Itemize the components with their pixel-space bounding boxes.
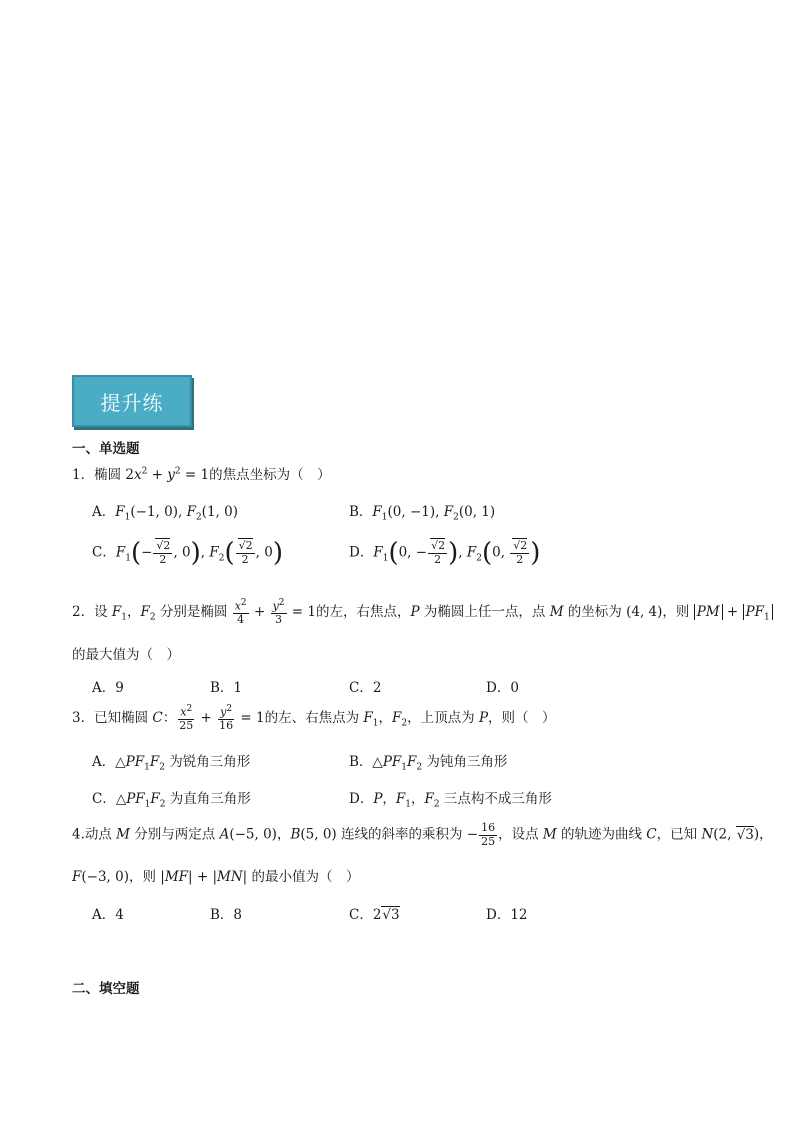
question-1-option-d[interactable]: D．$F_1(0$, − $\frac{√2}{2}$ ), $F_2(0$, $\frac{√2}{2}$ )	[349, 538, 541, 569]
question-3-option-c[interactable]: C．$\triangle PF_1F_2$ 为直角三角形	[92, 791, 251, 810]
question-1-option-c[interactable]: C．$F_1(-$ $\frac{√2}{2}$ , 0), $F_2$( $\frac{√2}{2}$ , 0)	[92, 538, 283, 569]
question-1-option-b[interactable]: B．$F_1(0$, −1), $F_2(0$, 1)	[349, 504, 496, 523]
section-title-single-choice: 一、单选题	[72, 441, 140, 457]
question-4: 4.动点 M 分别与两定点 A(−5, 0)，B(5, 0) 连线的斜率的乘积为 − $\frac{16}{25}$ ，设点 M 的轨迹为曲线 C，已知 N(2, √3)，	[72, 821, 773, 848]
question-4-option-b[interactable]: B．8	[210, 907, 243, 923]
question-1-option-a[interactable]: A．$F_1(-1$, 0), $F_2(1$, 0)	[92, 504, 238, 523]
section-title-fill-in: 二、填空题	[72, 981, 140, 997]
question-1: 1．椭圆 $2x^2 + y^2 = 1$的焦点坐标为（ ）	[72, 466, 331, 483]
question-4-option-c[interactable]: C．2√3	[349, 907, 400, 923]
question-3-option-d[interactable]: D．P，$F_1$，$F_2$ 三点构不成三角形	[349, 791, 552, 810]
question-2-option-a[interactable]: A．9	[92, 680, 124, 696]
question-2-line2: 的最大值为（ ）	[72, 647, 180, 663]
section-banner: 提升练	[72, 375, 192, 427]
question-2-option-b[interactable]: B．1	[210, 680, 243, 696]
question-3: 3．已知椭圆 C： $\frac{x^2}{25}$ + $\frac{y^2}{16}$ = 1的左、右焦点为 $F_1$，$F_2$，上顶点为 P，则（ ）	[72, 704, 556, 733]
question-2: 2．设 $F_1$，$F_2$ 分别是椭圆 $\frac{x^2}{4}$ + $\frac{y^2}{3}$ = 1的左，右焦点，P 为椭圆上任一点，点 M 的坐标为 (4, 4)，则 PM + $PF_1$	[72, 598, 773, 627]
question-2-option-c[interactable]: C．2	[349, 680, 382, 696]
question-4-option-a[interactable]: A．4	[92, 907, 124, 923]
question-2-option-d[interactable]: D．0	[486, 680, 519, 696]
question-3-option-b[interactable]: B．$\triangle PF_1F_2$ 为钝角三角形	[349, 754, 508, 773]
question-4-line2: F(−3, 0)，则 |MF| + |MN| 的最小值为（ ）	[72, 869, 360, 885]
question-3-option-a[interactable]: A．$\triangle PF_1F_2$ 为锐角三角形	[92, 754, 251, 773]
question-4-option-d[interactable]: D．12	[486, 907, 528, 923]
